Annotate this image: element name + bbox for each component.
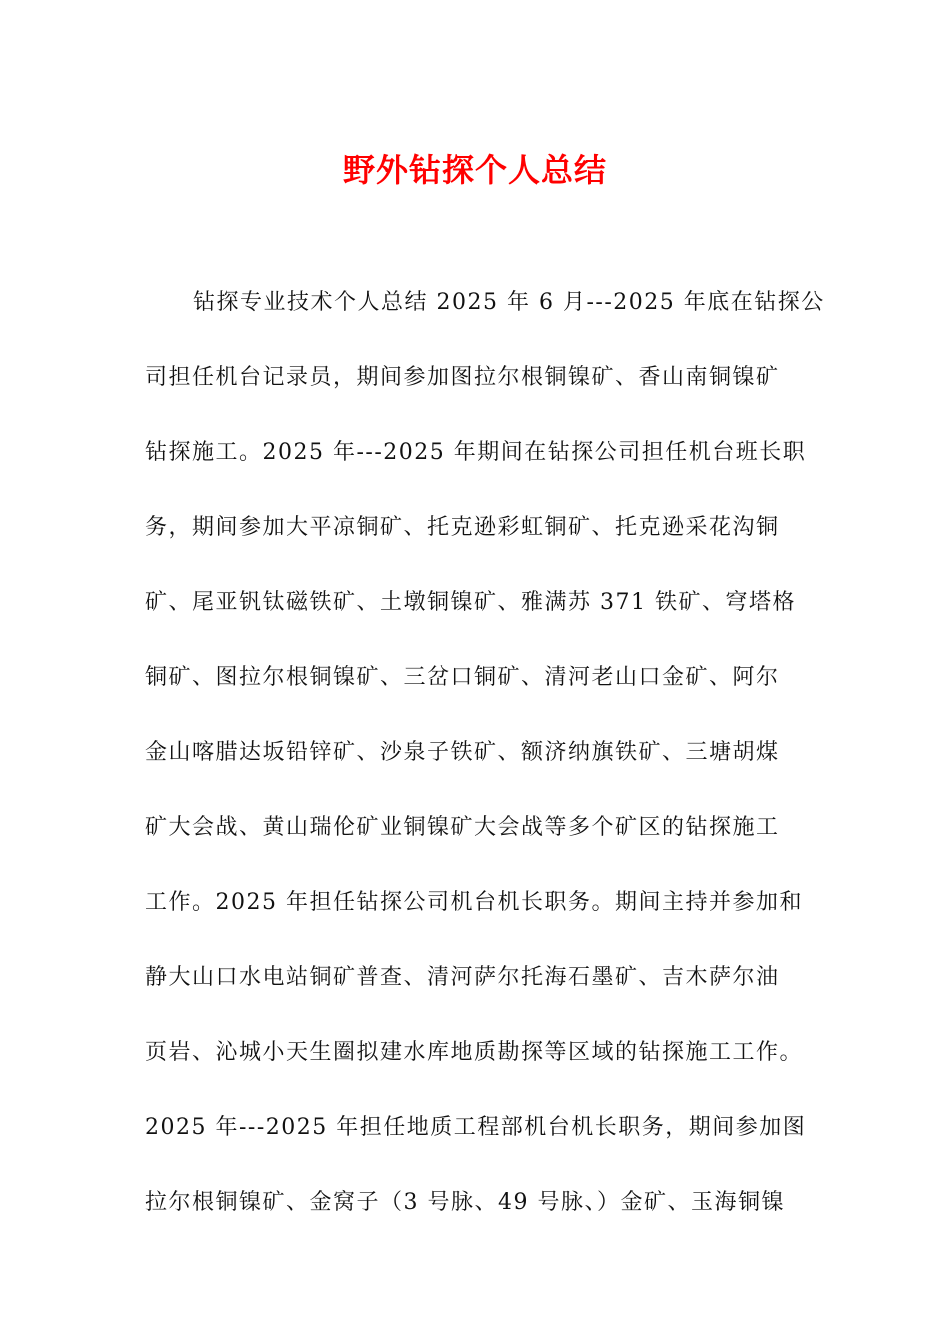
body-line: 拉尔根铜镍矿、金窝子（3 号脉、49 号脉、）金矿、玉海铜镍 [145,1190,785,1215]
body-line: 务，期间参加大平凉铜矿、托克逊彩虹铜矿、托克逊采花沟铜 [145,515,780,540]
body-line: 金山喀腊达坂铅锌矿、沙泉子铁矿、额济纳旗铁矿、三塘胡煤 [145,740,780,765]
body-line: 钻探施工。2025 年---2025 年期间在钻探公司担任机台班长职 [145,440,807,465]
body-line: 页岩、沁城小天生圈拟建水库地质勘探等区域的钻探施工工作。 [145,1040,804,1065]
body-line: 静大山口水电站铜矿普查、清河萨尔托海石墨矿、吉木萨尔油 [145,965,780,990]
body-line: 司担任机台记录员，期间参加图拉尔根铜镍矿、香山南铜镍矿 [145,365,780,390]
body-line: 矿、尾亚钒钛磁铁矿、土墩铜镍矿、雅满苏 371 铁矿、穹塔格 [145,590,796,615]
body-line: 2025 年---2025 年担任地质工程部机台机长职务，期间参加图 [145,1115,807,1140]
document-body [145,278,825,1253]
document-title: 野外钻探个人总结 [342,151,607,189]
body-line: 钻探专业技术个人总结 2025 年 6 月---2025 年底在钻探公 [193,290,825,315]
body-line: 矿大会战、黄山瑞伦矿业铜镍矿大会战等多个矿区的钻探施工 [145,815,780,840]
body-line: 铜矿、图拉尔根铜镍矿、三岔口铜矿、清河老山口金矿、阿尔 [145,665,780,690]
body-line: 工作。2025 年担任钻探公司机台机长职务。期间主持并参加和 [145,890,803,915]
